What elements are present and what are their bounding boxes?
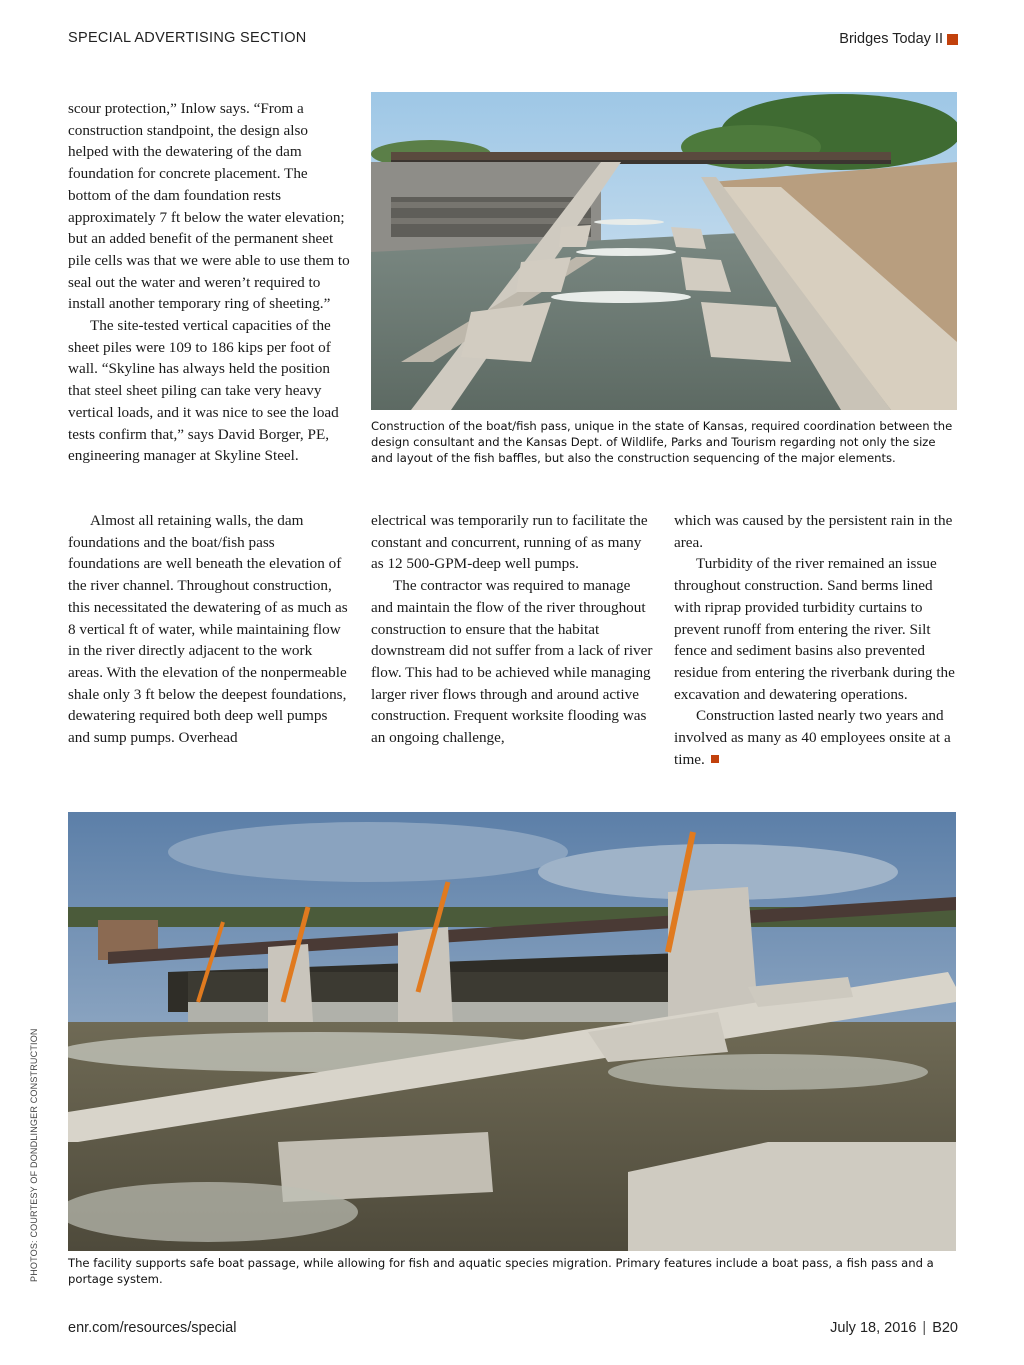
publication-name: Bridges Today II	[839, 31, 943, 47]
footer-date: July 18, 2016	[830, 1320, 917, 1336]
paragraph: electrical was temporarily run to facilitate the constant and concurrent, running of as many as 12 500-GPM-deep well pumps.	[371, 512, 648, 573]
paragraph: Turbidity of the river remained an issue throughout construction. Sand berms lined with riprap provided turbidity curtains to prevent runoff from entering the river. Silt fence and sediment basins also prevented residue from entering the riverbank during the excavation and dewatering operations.	[674, 555, 955, 703]
article-column-1-bottom	[68, 510, 350, 749]
paragraph	[674, 705, 956, 770]
footer-url: enr.com/resources/special	[68, 1320, 237, 1336]
footer-date-page: July 18, 2016 | B20	[830, 1320, 958, 1336]
article-column-3	[674, 510, 956, 770]
photo-credit: PHOTOS: COURTESY OF DONDLINGER CONSTRUCTION	[29, 1028, 39, 1282]
article-column-2	[371, 510, 653, 749]
closing-sentence: Construction lasted nearly two years and involved as many as 40 employees onsite at a time.	[674, 707, 951, 768]
page-number: B20	[932, 1320, 958, 1336]
dam-boat-pass-photo	[68, 812, 956, 1251]
publication-header	[839, 31, 958, 47]
bottom-photo-caption: The facility supports safe boat passage, while allowing for fish and aquatic species migration. Primary features include a boat pass, a fish pass and a portage system.	[68, 1256, 934, 1286]
section-label: SPECIAL ADVERTISING SECTION	[68, 30, 307, 46]
paragraph: The contractor was required to manage and maintain the flow of the river throughout construction to ensure that the habitat downstream did not suffer from a lack of river flow. This had to be achieved while managing larger river flows through and around active construction. Frequent worksite flooding was an ongoing challenge,	[371, 577, 653, 747]
paragraph: scour protection,” Inlow says. “From a construction standpoint, the design also helped with the dewatering of the dam foundation for concrete placement. The bottom of the dam foundation rests approximately 7 ft below the water elevation; but an added benefit of the permanent sheet pile cells was that we were able to use them to seal out the water and weren’t required to install another temporary ring of sheeting.”	[68, 100, 350, 313]
top-photo-caption: Construction of the boat/fish pass, unique in the state of Kansas, required coordination between the design consultant and the Kansas Dept. of Wildlife, Parks and Tourism regarding not only the size and layout of the fish baffles, but also the construction sequencing of the major elements.	[371, 419, 953, 465]
paragraph: Almost all retaining walls, the dam foundations and the boat/fish pass foundations are well beneath the elevation of the river channel. Throughout construction, this necessitated the dewatering of as much as 8 vertical ft of water, while maintaining flow in the river directly adjacent to the work areas. With the elevation of the nonpermeable shale only 3 ft below the deepest foundations, dewatering required both deep well pumps and sump pumps. Overhead	[68, 512, 348, 747]
paragraph: The site-tested vertical capacities of the sheet piles were 109 to 186 kips per foot of wall. “Skyline has always held the position that steel sheet piling can take very heavy vertical loads, and it was nice to see the load tests confirm that,” says David Borger, PE, engineering manager at Skyline Steel.	[68, 317, 339, 465]
article-column-1-top	[68, 98, 350, 467]
end-mark-icon	[711, 755, 719, 763]
boat-fish-pass-construction-photo	[371, 92, 957, 410]
paragraph: which was caused by the persistent rain in the area.	[674, 512, 953, 551]
accent-square-icon	[947, 34, 958, 45]
